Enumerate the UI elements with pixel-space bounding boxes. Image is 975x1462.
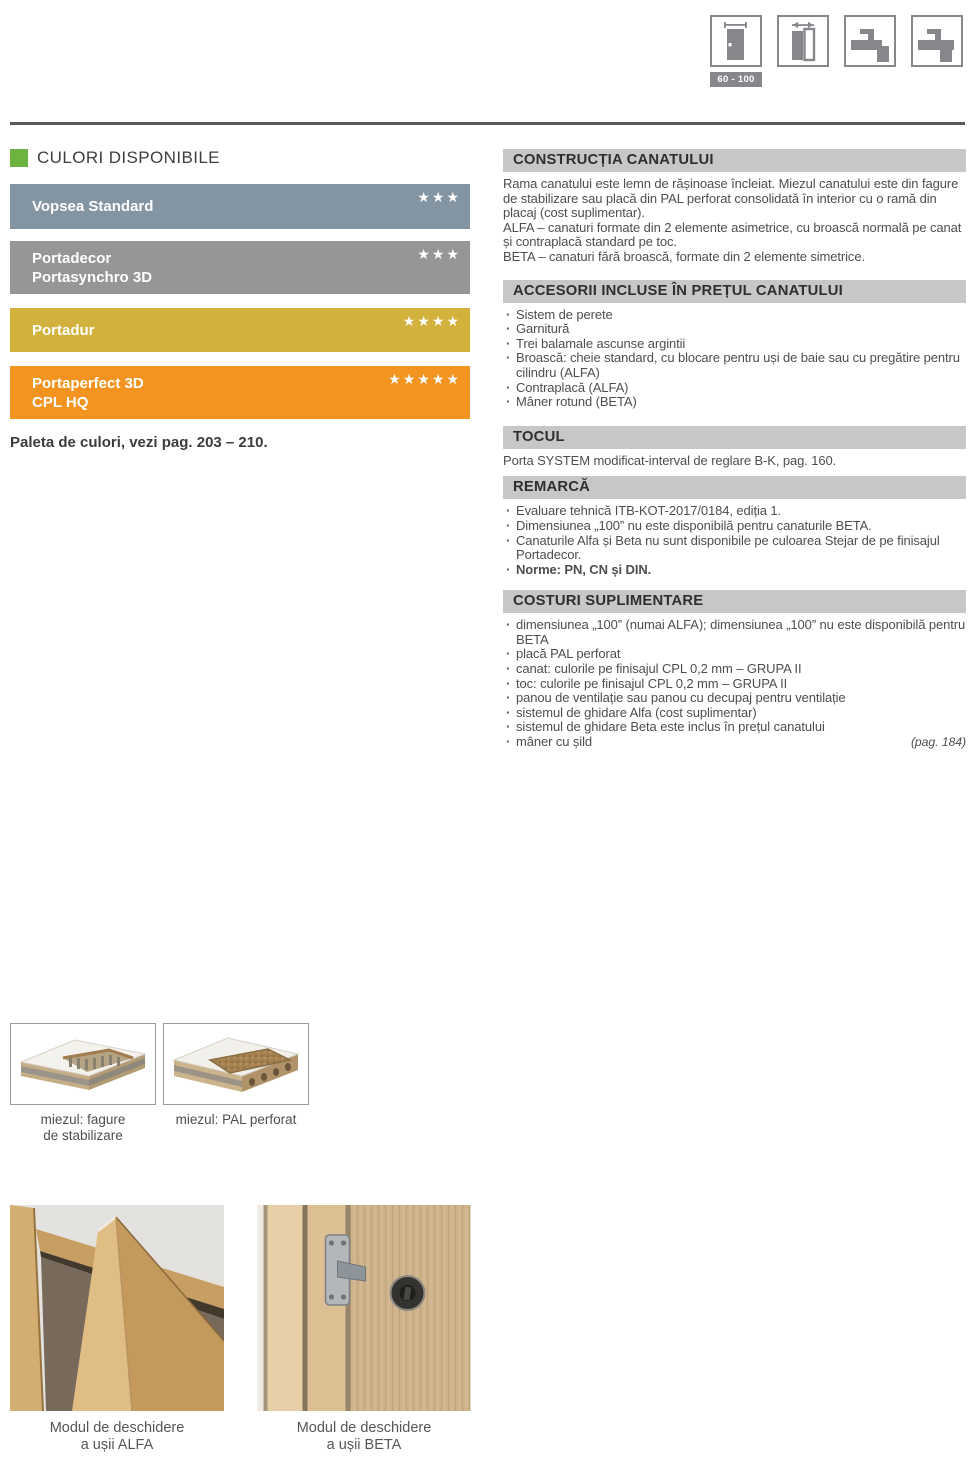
palette-note: Paleta de culori, vezi pag. 203 – 210.	[10, 434, 268, 451]
beta-door-hardware-photo	[257, 1205, 471, 1411]
star-rating: ★★★★★	[388, 371, 461, 387]
core-figure-perforated	[163, 1023, 309, 1144]
size-range-badge: 60 - 100	[710, 72, 762, 87]
door-photo-caption	[10, 1420, 224, 1454]
list-item-text: · mâner cu șild	[516, 734, 593, 750]
finish-bar-label: Vopsea Standard	[32, 198, 154, 215]
specs-column	[503, 149, 966, 750]
construction-paragraph-1: Rama canatului este lemn de rășinoase încleiat. Miezul canatului este din fagure de stabilizare sau placă din PAL perforat consolidată în interior cu o ramă din placaj (cost suplimentar).	[503, 176, 959, 221]
alfa-folding-door-photo	[10, 1205, 224, 1411]
caption-line: de stabilizare	[43, 1128, 123, 1143]
list-item: · sistemul de ghidare Beta este inclus în prețul canatului	[503, 720, 966, 735]
list-item: · Canaturile Alfa și Beta nu sunt disponibile pe culoarea Stejar de pe finisajul Portadecor.	[503, 534, 966, 563]
star-rating: ★★★★	[402, 313, 461, 329]
finish-bar-label-2: Portasynchro 3D	[32, 268, 153, 286]
colors-section-title-row	[10, 148, 470, 168]
core-figure-honeycomb	[10, 1023, 156, 1144]
finish-bar-label-2: CPL HQ	[32, 393, 89, 411]
list-item: · canat: culorile pe finisajul CPL 0,2 mm – GRUPA II	[503, 662, 966, 677]
finish-bar-label: Portadecor	[32, 249, 112, 267]
finish-bar-label: Portadur	[32, 321, 95, 339]
core-figures	[10, 1023, 309, 1144]
door-photo-alfa	[10, 1205, 224, 1454]
extra-costs-list	[503, 618, 966, 749]
section-construction	[503, 149, 966, 265]
finish-bar-portaperfect	[10, 366, 470, 419]
section-remark	[503, 476, 966, 577]
list-item: · Sistem de perete	[503, 308, 966, 323]
construction-paragraph-3: BETA – canaturi fără broască, formate din 2 elemente simetrice.	[503, 248, 865, 264]
section-header: TOCUL	[503, 426, 966, 449]
caption-line: a ușii ALFA	[80, 1437, 154, 1453]
caption-line: Modul de deschidere	[296, 1420, 432, 1436]
section-header: CONSTRUCȚIA CANATULUI	[503, 149, 966, 172]
section-extra-costs	[503, 590, 966, 749]
caption-line: a ușii BETA	[326, 1437, 402, 1453]
section-frame	[503, 426, 966, 469]
accessories-list	[503, 308, 966, 410]
list-item: · Dimensiunea „100” nu este disponibilă pentru canaturile BETA.	[503, 519, 966, 534]
list-item: · sistemul de ghidare Alfa (cost suplimentar)	[503, 706, 966, 721]
section-header: REMARCĂ	[503, 476, 966, 499]
overlap-profile-a-icon	[844, 15, 896, 67]
perforated-core-image	[163, 1023, 309, 1105]
list-item: · Broască: cheie standard, cu blocare pentru uși de baie sau cu pregătire pentru cilindru (ALFA)	[503, 351, 966, 380]
finish-bar-portadecor	[10, 241, 470, 294]
list-item: · Garnitură	[503, 322, 966, 337]
list-item: · Trei balamale ascunse argintii	[503, 337, 966, 352]
round-handle-icon	[391, 1276, 425, 1310]
finish-bar-vopsea-standard	[10, 184, 470, 229]
remark-list	[503, 504, 966, 577]
door-photos	[10, 1205, 471, 1454]
core-figure-caption	[10, 1112, 156, 1144]
list-item: · Evaluare tehnică ITB-KOT-2017/0184, ediția 1.	[503, 504, 966, 519]
list-item-norms: · Norme: PN, CN și DIN.	[503, 563, 966, 578]
page-reference: (pag. 184)	[910, 735, 966, 750]
door-photo-caption	[257, 1420, 471, 1454]
star-rating: ★★★	[417, 246, 461, 262]
star-rating: ★★★	[417, 189, 461, 205]
door-photo-beta	[257, 1205, 471, 1454]
finish-bar-portadur	[10, 308, 470, 352]
list-item: · Mâner rotund (BETA)	[503, 395, 966, 410]
frame-text: Porta SYSTEM modificat-interval de reglare B-K, pag. 160.	[503, 452, 837, 468]
list-item: · toc: culorile pe finisajul CPL 0,2 mm – GRUPA II	[503, 677, 966, 692]
colors-section	[10, 148, 470, 451]
overlap-profile-b-icon	[911, 15, 963, 67]
core-figure-caption	[163, 1112, 309, 1128]
section-header: ACCESORII INCLUSE ÎN PREȚUL CANATULUI	[503, 280, 966, 303]
construction-paragraph-2: ALFA – canaturi formate din 2 elemente asimetrice, cu broască normală pe canat și contraplacă standard pe toc.	[503, 219, 962, 250]
header-divider	[10, 122, 965, 125]
door-spec-icons	[710, 15, 963, 87]
finish-bar-label: Portaperfect 3D	[32, 374, 144, 392]
list-item: · dimensiunea „100” (numai ALFA); dimensiunea „100” nu este disponibilă pentru BETA	[503, 618, 966, 647]
section-header: COSTURI SUPLIMENTARE	[503, 590, 966, 613]
caption-line: Modul de deschidere	[49, 1420, 185, 1436]
colors-section-title: CULORI DISPONIBILE	[37, 148, 220, 167]
green-bullet-square	[10, 149, 28, 167]
caption-line: miezul: PAL perforat	[175, 1112, 297, 1127]
door-width-icon-group	[710, 15, 762, 87]
list-item: · Contraplacă (ALFA)	[503, 381, 966, 396]
double-leaf-slide-icon	[777, 15, 829, 67]
honeycomb-core-image	[10, 1023, 156, 1105]
section-accessories	[503, 280, 966, 410]
list-item: · panou de ventilație sau panou cu decupaj pentru ventilație	[503, 691, 966, 706]
list-item-with-pageref	[503, 735, 966, 750]
caption-line: miezul: fagure	[40, 1112, 126, 1127]
door-width-icon	[710, 15, 762, 67]
list-item: · placă PAL perforat	[503, 647, 966, 662]
